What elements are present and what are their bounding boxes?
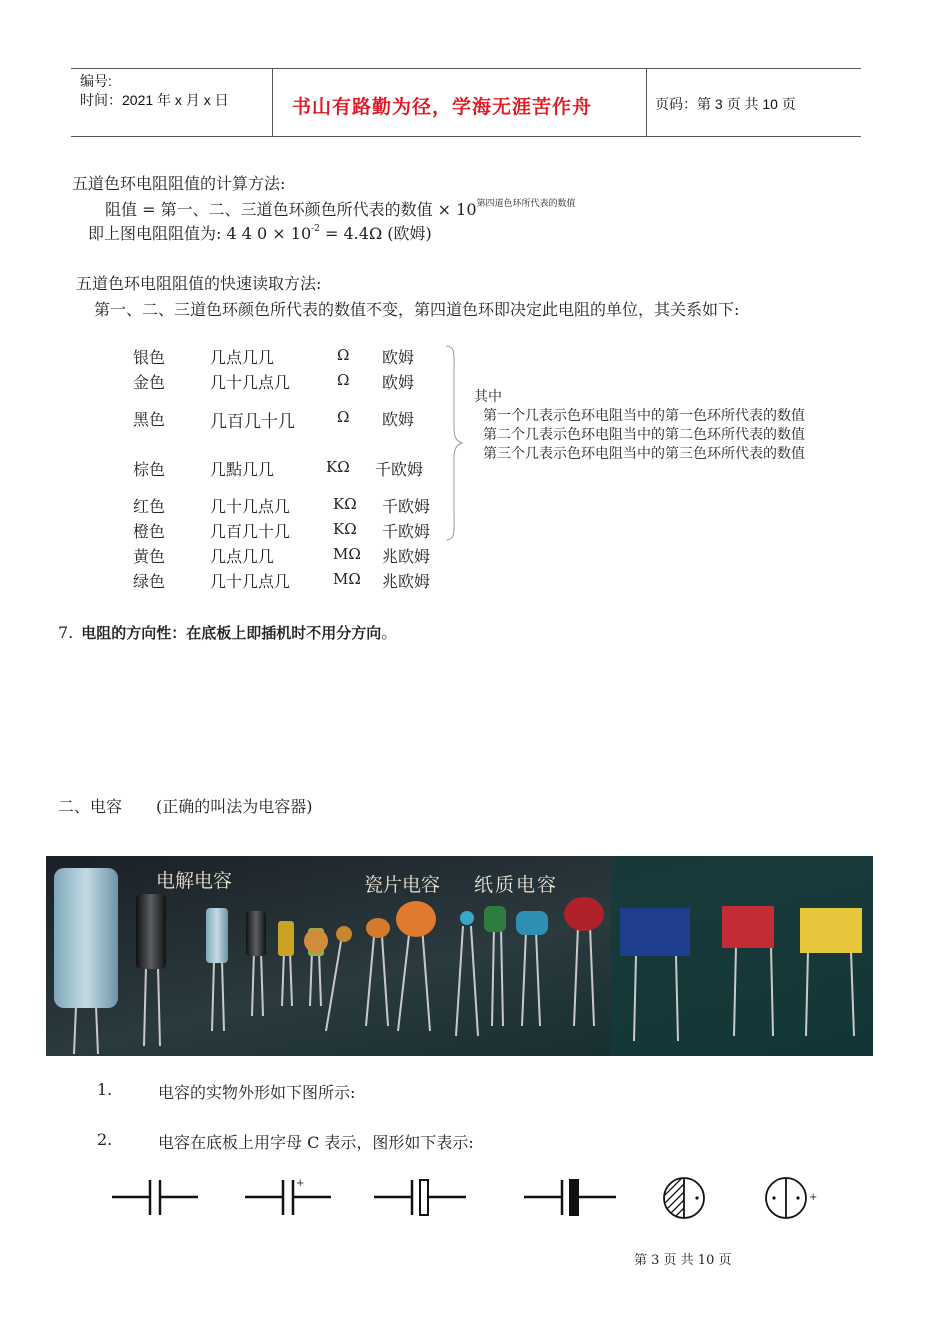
capacitor-symbol-polar-icon [243,1170,333,1230]
band-color: 橙色 [133,522,166,541]
plus-sign: + [809,1192,818,1203]
list-item-text: 电容在底板上用字母 C 表示，图形如下表示: [158,1133,474,1152]
band-color: 银色 [133,348,166,367]
example-result: = 4.4Ω (欧姆) [319,224,432,243]
list-item-text: 电容的实物外形如下图所示: [158,1083,356,1102]
capacitor-symbol-box-icon [372,1170,468,1230]
plus-sign: + [296,1178,305,1189]
band-pattern: 几点几几 [210,348,275,367]
band-unit-name: 千欧姆 [375,460,424,479]
capacitor-symbol-solid-icon [522,1170,618,1230]
formula-text: 阻值 = 第一、二、三道色环颜色所代表的数值 × 10 [105,200,477,219]
list-item-number: 2. [97,1130,113,1149]
item-7-text: 电阻的方向性：在底板上即插机时不用分方向 [81,624,382,642]
label-ceramic: 瓷片电容 [364,874,441,896]
band-unit: KΩ [326,458,350,476]
header-divider-1 [272,68,273,136]
band-color: 绿色 [133,572,166,591]
note-title: 其中 [474,389,502,405]
band-unit: MΩ [333,545,361,563]
capacitor-symbol-nonpolar-icon [110,1170,200,1230]
capacitor-photo [46,856,873,1056]
list-item-number: 1. [97,1080,113,1099]
band-unit-name: 兆欧姆 [382,572,431,591]
band-pattern: 几百几十几 [210,522,291,541]
header-top-rule [71,68,861,69]
band-unit-name: 欧姆 [382,410,415,429]
band-color: 黄色 [133,547,166,566]
header-time-label: 时间：2021 年 x 月 x 日 [80,92,229,108]
note-line: 第一个几表示色环电阻当中的第一色环所代表的数值 [483,408,805,424]
header-divider-2 [646,68,647,136]
band-pattern: 几十几点几 [210,497,291,516]
band-unit: KΩ [333,495,357,513]
example-exponent: -2 [311,224,320,234]
quick-read-desc: 第一、二、三道色环颜色所代表的数值不变，第四道色环即决定此电阻的单位，其关系如下: [94,300,740,319]
item-7-end: 。 [381,623,398,642]
header-bottom-rule [71,136,861,137]
band-unit: Ω [337,346,350,364]
band-unit-name: 千欧姆 [382,497,431,516]
section-2-subtitle: (正确的叫法为电容器) [156,797,313,816]
band-color: 棕色 [133,460,166,479]
band-color: 黑色 [133,410,166,429]
band-pattern: 几點几几 [210,460,275,479]
header-motto: 书山有路勤为径，学海无涯苦作舟 [292,96,593,118]
band-color: 红色 [133,497,166,516]
band-unit: MΩ [333,570,361,588]
band-pattern: 几十几点几 [210,572,291,591]
section-2-title: 二、电容 [58,797,123,816]
quick-read-title: 五道色环电阻阻值的快速读取方法: [76,274,322,293]
band-unit-name: 千欧姆 [382,522,431,541]
band-unit: KΩ [333,520,357,538]
formula-exponent: 第四道色环所代表的数值 [476,199,576,209]
band-unit: Ω [337,408,350,426]
band-pattern: 几百几十几 [210,412,295,432]
example-text: 即上图电阻阻值为: 4 4 0 × 10 [88,224,312,243]
header-number-label: 编号: [80,73,112,89]
capacitor-symbol-hatched-circle-icon [660,1170,710,1230]
capacitor-symbol-circle-icon [764,1170,814,1230]
band-unit: Ω [337,371,350,389]
label-electrolytic: 电解电容 [156,870,233,892]
item-7 [58,620,397,643]
right-brace [444,345,464,541]
band-pattern: 几十几点几 [210,373,291,392]
band-unit-name: 欧姆 [382,348,415,367]
note-line: 第三个几表示色环电阻当中的第三色环所代表的数值 [483,446,805,462]
five-band-title: 五道色环电阻阻值的计算方法: [72,174,286,193]
header-page-info: 页码：第 3 页 共 10 页 [655,96,796,112]
label-paper: 纸质电容 [474,874,559,896]
item-7-number: 7. [58,623,74,642]
note-line: 第二个几表示色环电阻当中的第二色环所代表的数值 [483,427,805,443]
band-pattern: 几点几几 [210,547,275,566]
five-band-example [88,221,432,244]
five-band-formula [105,196,576,220]
band-color: 金色 [133,373,166,392]
band-unit-name: 欧姆 [382,373,415,392]
band-unit-name: 兆欧姆 [382,547,431,566]
footer-page-number: 第 3 页 共 10 页 [634,1253,732,1268]
